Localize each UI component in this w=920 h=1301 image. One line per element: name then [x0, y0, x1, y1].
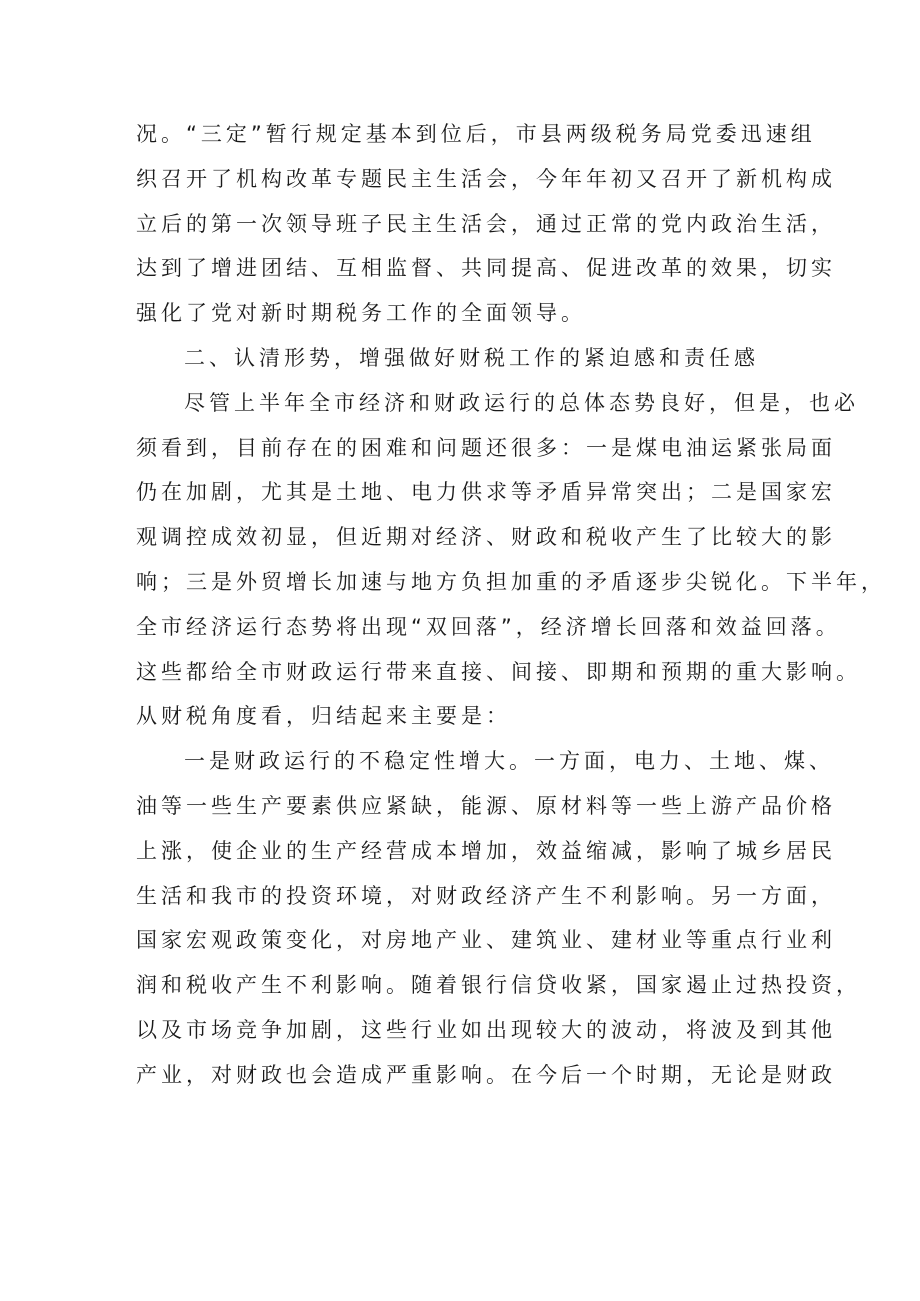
text-line: 仍在加剧，尤其是土地、电力供求等矛盾异常突出；二是国家宏: [136, 480, 836, 505]
text-line: 响；三是外贸增长加速与地方负担加重的矛盾逐步尖锐化。下半年，: [136, 569, 886, 594]
paragraph-situation: [136, 381, 886, 739]
section-heading: 二、认清形势，增强做好财税工作的紧迫感和责任感: [184, 345, 759, 370]
text-line: 强化了党对新时期税务工作的全面领导。: [136, 301, 586, 326]
text-line: 生活和我市的投资环境，对财政经济产生不利影响。另一方面，: [136, 883, 836, 908]
document-body: [136, 112, 886, 1098]
text-line: 须看到，目前存在的困难和问题还很多：一是煤电油运紧张局面: [136, 435, 836, 460]
text-line: 达到了增进团结、互相监督、共同提高、促进改革的效果，切实: [136, 256, 836, 281]
text-line: 况。“三定”暂行规定基本到位后，市县两级税务局党委迅速组: [136, 122, 816, 146]
text-line: 上涨，使企业的生产经营成本增加，效益缩减，影响了城乡居民: [136, 838, 836, 863]
text-line: 观调控成效初显，但近期对经济、财政和税收产生了比较大的影: [136, 525, 836, 550]
text-line: 全市经济运行态势将出现“双回落”，经济增长回落和效益回落。: [136, 614, 841, 639]
text-line: 尽管上半年全市经济和财政运行的总体态势良好，但是，也必: [184, 390, 859, 415]
text-line: 这些都给全市财政运行带来直接、间接、即期和预期的重大影响。: [136, 659, 861, 684]
text-line: 国家宏观政策变化，对房地产业、建筑业、建材业等重点行业利: [136, 928, 836, 953]
text-line: 立后的第一次领导班子民主生活会，通过正常的党内政治生活，: [136, 211, 836, 236]
text-line: 产业，对财政也会造成严重影响。在今后一个时期，无论是财政: [136, 1062, 836, 1087]
text-line: 织召开了机构改革专题民主生活会，今年年初又召开了新机构成: [136, 166, 836, 191]
text-line: 油等一些生产要素供应紧缺，能源、原材料等一些上游产品价格: [136, 793, 836, 818]
paragraph-continuation: [136, 112, 836, 336]
text-line: 润和税收产生不利影响。随着银行信贷收紧，国家遏止过热投资，: [136, 973, 861, 998]
text-line: 一是财政运行的不稳定性增大。一方面，电力、土地、煤、: [184, 749, 834, 774]
text-line: 以及市场竞争加剧，这些行业如出现较大的波动，将波及到其他: [136, 1017, 836, 1042]
paragraph-instability: [136, 739, 861, 1097]
text-line: 从财税角度看，归结起来主要是：: [136, 704, 511, 729]
